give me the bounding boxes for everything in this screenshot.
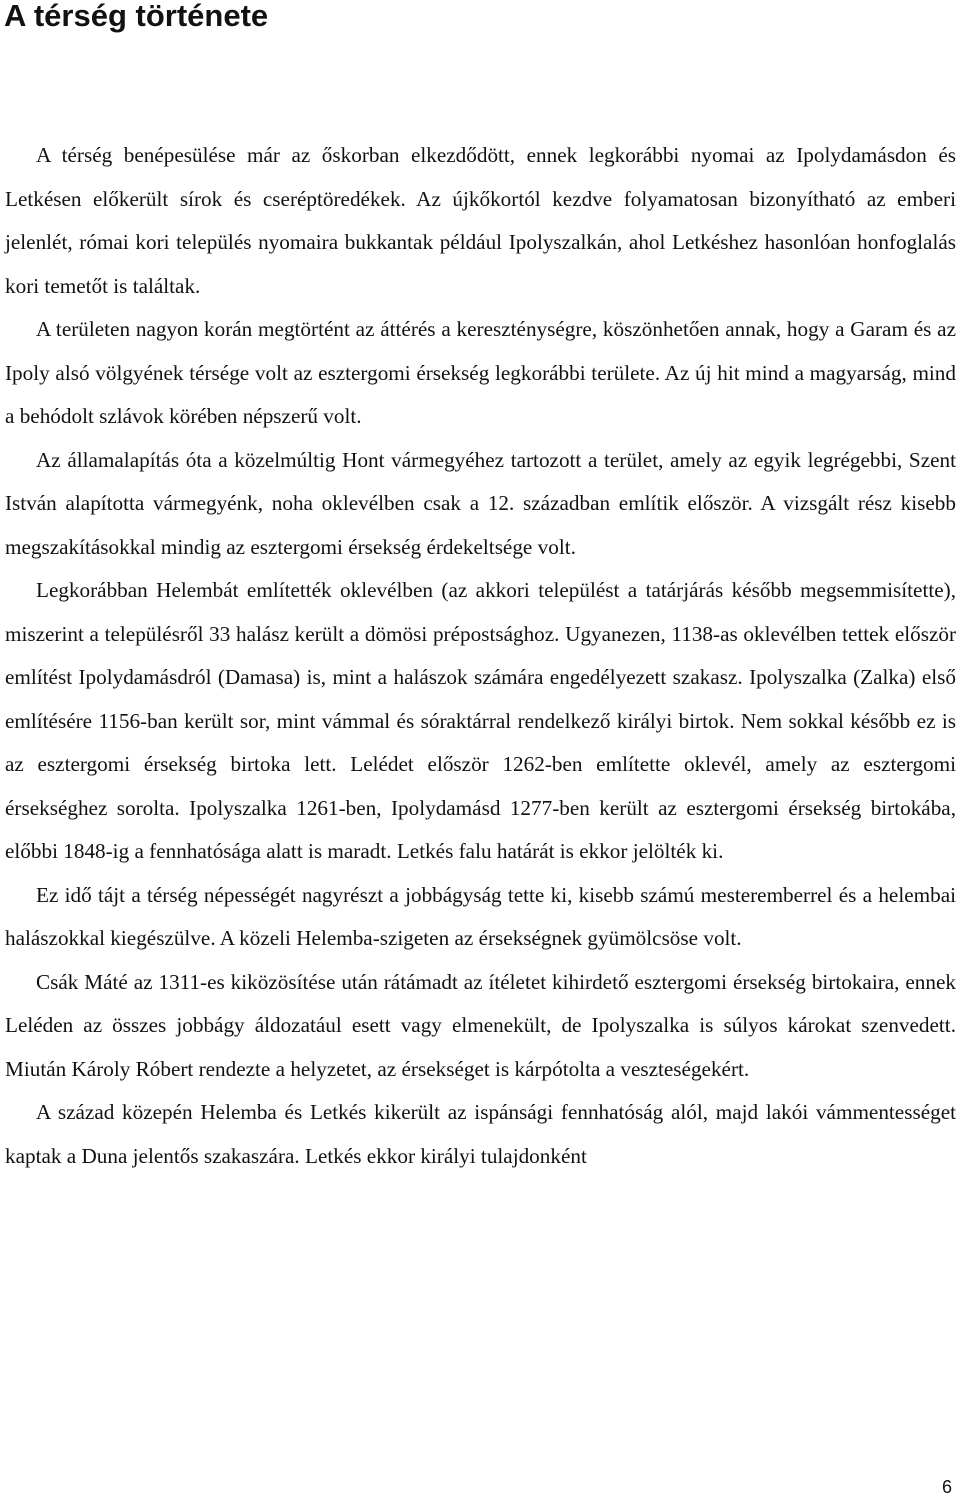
paragraph: Legkorábban Helembát említették oklevélben (az akkori települést a tatárjárás később megsemmisítette), miszerint a településről 33 halász került a dömösi prépostsághoz. Ugyanezen, 1138-as oklevélben tettek először említést Ipolydamásdról (Damasa) is, mint a halászok számára engedélyezett szakasz. Ipolyszalka (Zalka) első említésére 1156-ban került sor, mint vámmal és sóraktárral rendelkező királyi birtok. Nem sokkal később ez is az esztergomi érsekség birtoka lett. Lelédet először 1262-ben említette oklevél, amely az esztergomi érsekséghez sorolta. Ipolyszalka 1261-ben, Ipolydamásd 1277-ben került az esztergomi érsekség birtokába, előbbi 1848-ig a fennhatósága alatt is maradt. Letkés falu határát is ekkor jelölték ki. <box>5 578 956 863</box>
paragraph: Az államalapítás óta a közelmúltig Hont vármegyéhez tartozott a terület, amely az egyik legrégebbi, Szent István alapította vármegyénk, noha oklevélben csak a 12. században említik először. A vizsgált rész kisebb megszakításokkal mindig az esztergomi érsekség érdekeltsége volt. <box>5 447 956 559</box>
document-body <box>5 134 956 1178</box>
paragraph: Ez idő tájt a térség népességét nagyrészt a jobbágyság tette ki, kisebb számú mesteremberrel és a helembai halászokkal kiegészülve. A közeli Helemba-szigeten az érsekségnek gyümölcsöse volt. <box>5 882 956 950</box>
page-title: A térség története <box>4 0 269 33</box>
page-number: 6 <box>941 1477 952 1497</box>
paragraph: Csák Máté az 1311-es kiközösítése után rátámadt az ítéletet kihirdető esztergomi érsekség birtokaira, ennek Leléden az összes jobbágy áldozatául esett vagy elmenekült, de Ipolyszalka is súlyos károkat szenvedett. Miután Károly Róbert rendezte a helyzetet, az érsekséget is kárpótolta a veszteségekért. <box>5 969 956 1081</box>
paragraph: A térség benépesülése már az őskorban elkezdődött, ennek legkorábbi nyomai az Ipolydamásdon és Letkésen előkerült sírok és cseréptöredékek. Az újkőkortól kezdve folyamatosan bizonyítható az emberi jelenlét, római kori település nyomaira bukkantak például Ipolyszalkán, ahol Letkéshez hasonlóan honfoglalás kori temetőt is találtak. <box>5 143 956 298</box>
paragraph: A területen nagyon korán megtörtént az áttérés a kereszténységre, köszönhetően annak, hogy a Garam és az Ipoly alsó völgyének térsége volt az esztergomi érsekség legkorábbi területe. Az új hit mind a magyarság, mind a behódolt szlávok körében népszerű volt. <box>5 317 956 428</box>
paragraph: A század közepén Helemba és Letkés kikerült az ispánsági fennhatóság alól, majd lakói vámmentességet kaptak a Duna jelentős szakaszára. Letkés ekkor királyi tulajdonként <box>5 1100 956 1168</box>
